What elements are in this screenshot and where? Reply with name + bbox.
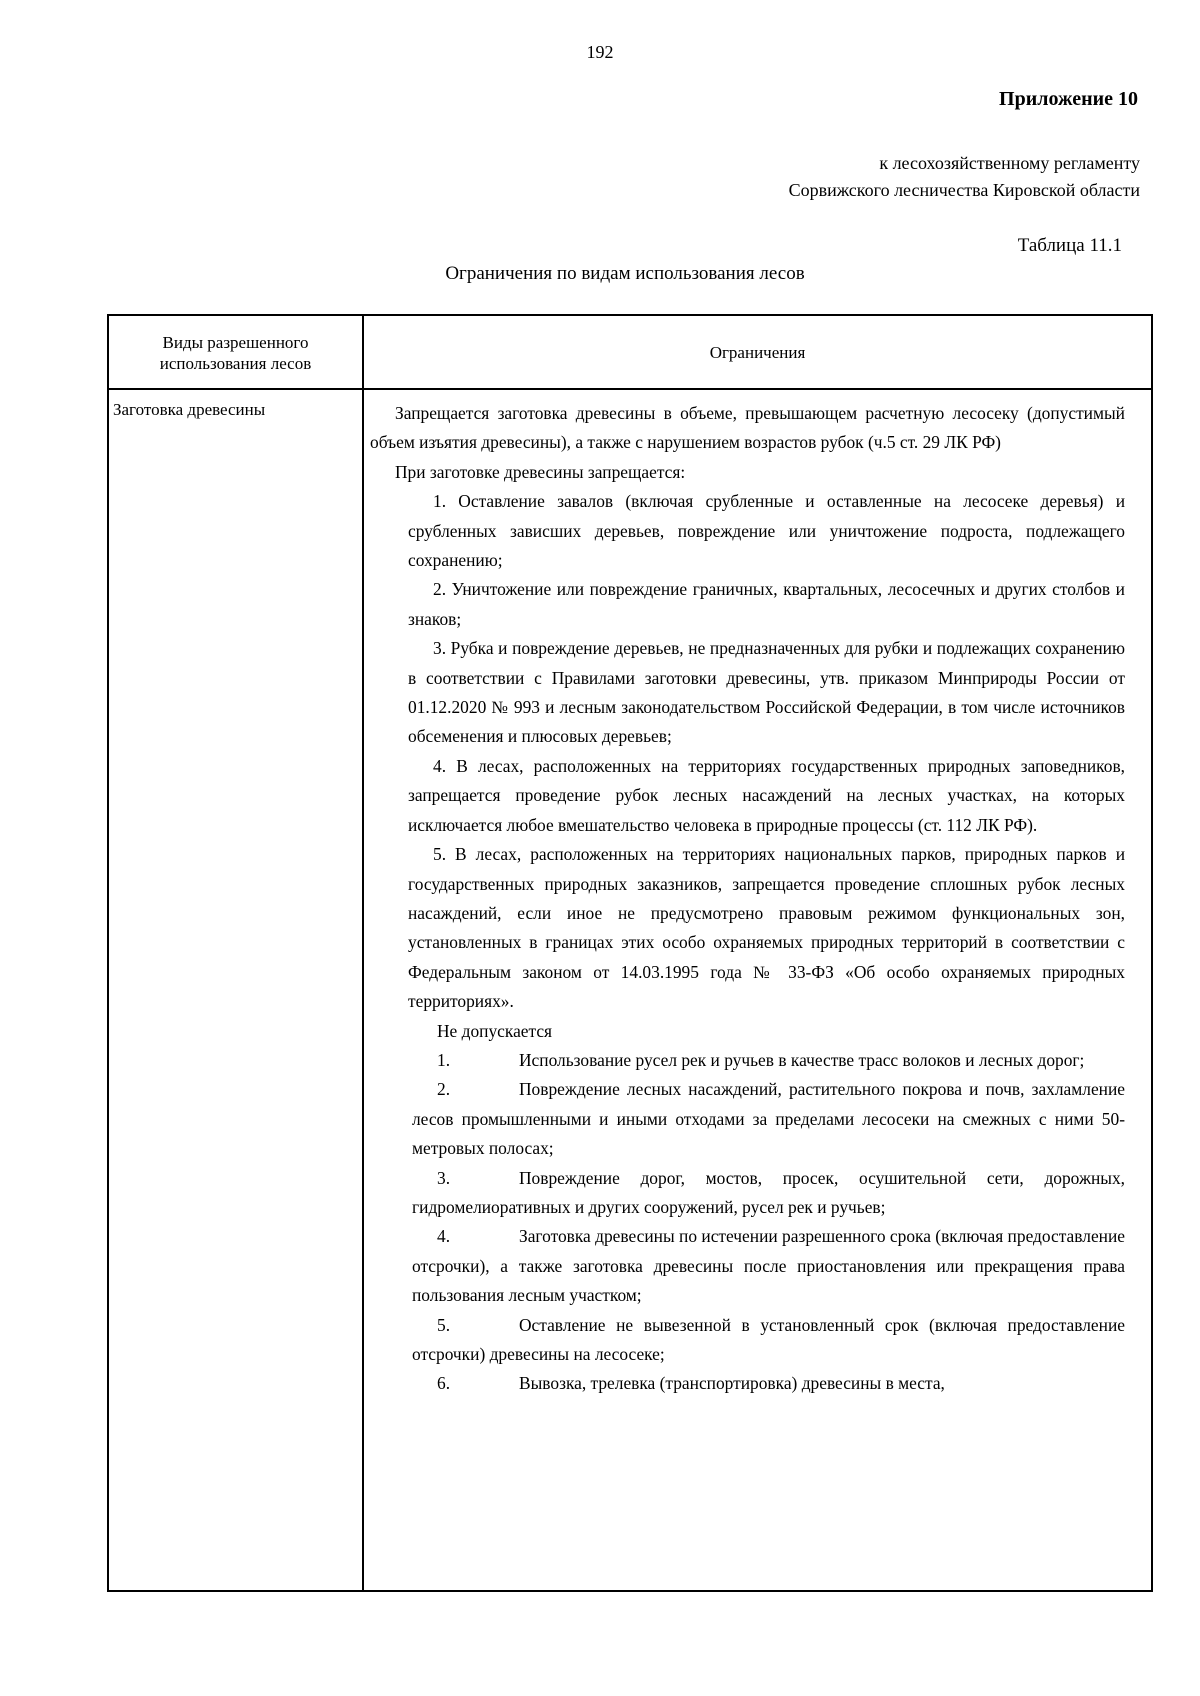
appendix-subtitle-line2: Сорвижского лесничества Кировской области bbox=[788, 180, 1140, 200]
item-number: 3. bbox=[437, 1167, 451, 1188]
item-text: Использование русел рек и ручьев в качестве трасс волоков и лесных дорог; bbox=[519, 1049, 1085, 1070]
forbidden-list bbox=[370, 487, 1125, 1016]
item-text: Оставление не вывезенной в установленный срок (включая предоставление отсрочки) древесины на лесосеке; bbox=[412, 1314, 1125, 1364]
forbidden-item: 1. Оставление завалов (включая срубленные и оставленные на лесосеке деревья) и срубленных зависших деревьев, повреждение или уничтожение подроста, подлежащего сохранению; bbox=[408, 491, 1125, 571]
forbidden-item: 4. В лесах, расположенных на территориях государственных природных заповедников, запрещается проведение рубок лесных насаждений на лесных участках, на которых исключается любое вмешательство человека в природные процессы (ст. 112 ЛК РФ). bbox=[408, 755, 1125, 835]
forbidden-heading: При заготовке древесины запрещается: bbox=[395, 461, 686, 482]
forbidden-item: 2. Уничтожение или повреждение граничных, квартальных, лесосечных и других столбов и знаков; bbox=[408, 579, 1125, 629]
not-allowed-item bbox=[412, 1075, 1125, 1163]
not-allowed-heading: Не допускается bbox=[437, 1020, 553, 1041]
item-text: Вывозка, трелевка (транспортировка) древесины в места, bbox=[519, 1373, 945, 1394]
restrictions-table bbox=[107, 314, 1153, 1592]
intro-paragraph: Запрещается заготовка древесины в объеме, превышающем расчетную лесосеку (допустимый объем изъятия древесины), а также с нарушением возрастов рубок (ч.5 ст. 29 ЛК РФ) bbox=[370, 403, 1125, 453]
not-allowed-item bbox=[412, 1369, 1125, 1398]
table-title: Ограничения по видам использования лесов bbox=[445, 263, 805, 284]
forbidden-item: 3. Рубка и повреждение деревьев, не предназначенных для рубки и подлежащих сохранению в соответствии с Правилами заготовки древесины, утв. приказом Минприроды России от 01.12.2020 № 993 и лесным законодательством Российской Федерации, в том числе источников обсеменения и плюсовых деревьев; bbox=[408, 638, 1125, 747]
item-number: 5. bbox=[437, 1314, 451, 1335]
not-allowed-item bbox=[412, 1046, 1125, 1075]
header-restrictions: Ограничения bbox=[709, 343, 806, 362]
appendix-subtitle bbox=[789, 150, 1140, 204]
page-number: 192 bbox=[586, 42, 614, 62]
item-number: 2. bbox=[437, 1079, 451, 1100]
not-allowed-item bbox=[412, 1311, 1125, 1370]
header-divider bbox=[109, 388, 1151, 390]
table-label: Таблица 11.1 bbox=[1017, 235, 1122, 256]
appendix-subtitle-line1: к лесохозяйственному регламенту bbox=[879, 153, 1140, 173]
item-text: Повреждение дорог, мостов, просек, осушительной сети, дорожных, гидромелиоративных и других сооружений, русел рек и ручьев; bbox=[412, 1167, 1125, 1217]
header-usage-types: Виды разрешенного использования лесов bbox=[159, 333, 312, 373]
appendix-title: Приложение 10 bbox=[999, 88, 1138, 110]
row-usage-type: Заготовка древесины bbox=[113, 400, 266, 419]
forbidden-item: 5. В лесах, расположенных на территориях национальных парков, природных парков и государственных природных заказников, запрещается проведение сплошных рубок лесных насаждений, если иное не предусмотрено правовым режимом функциональных зон, установленных в границах этих особо охраняемых природных территорий в соответствии с Федеральным законом от 14.03.1995 года № 33-ФЗ «Об особо охраняемых природных территориях». bbox=[408, 844, 1125, 1012]
restrictions-content bbox=[370, 399, 1125, 1399]
item-text: Повреждение лесных насаждений, растительного покрова и почв, захламление лесов промышленными и иными отходами за пределами лесосеки на смежных с ними 50-метровых полосах; bbox=[412, 1079, 1125, 1159]
column-divider bbox=[362, 316, 364, 1590]
item-number: 6. bbox=[437, 1373, 451, 1394]
not-allowed-item bbox=[412, 1164, 1125, 1223]
not-allowed-list bbox=[370, 1017, 1125, 1399]
item-number: 4. bbox=[437, 1226, 451, 1247]
item-number: 1. bbox=[437, 1049, 451, 1070]
not-allowed-item bbox=[412, 1222, 1125, 1310]
item-text: Заготовка древесины по истечении разрешенного срока (включая предоставление отсрочки), а также заготовка древесины после приостановления или прекращения права пользования лесным участком; bbox=[412, 1226, 1125, 1306]
